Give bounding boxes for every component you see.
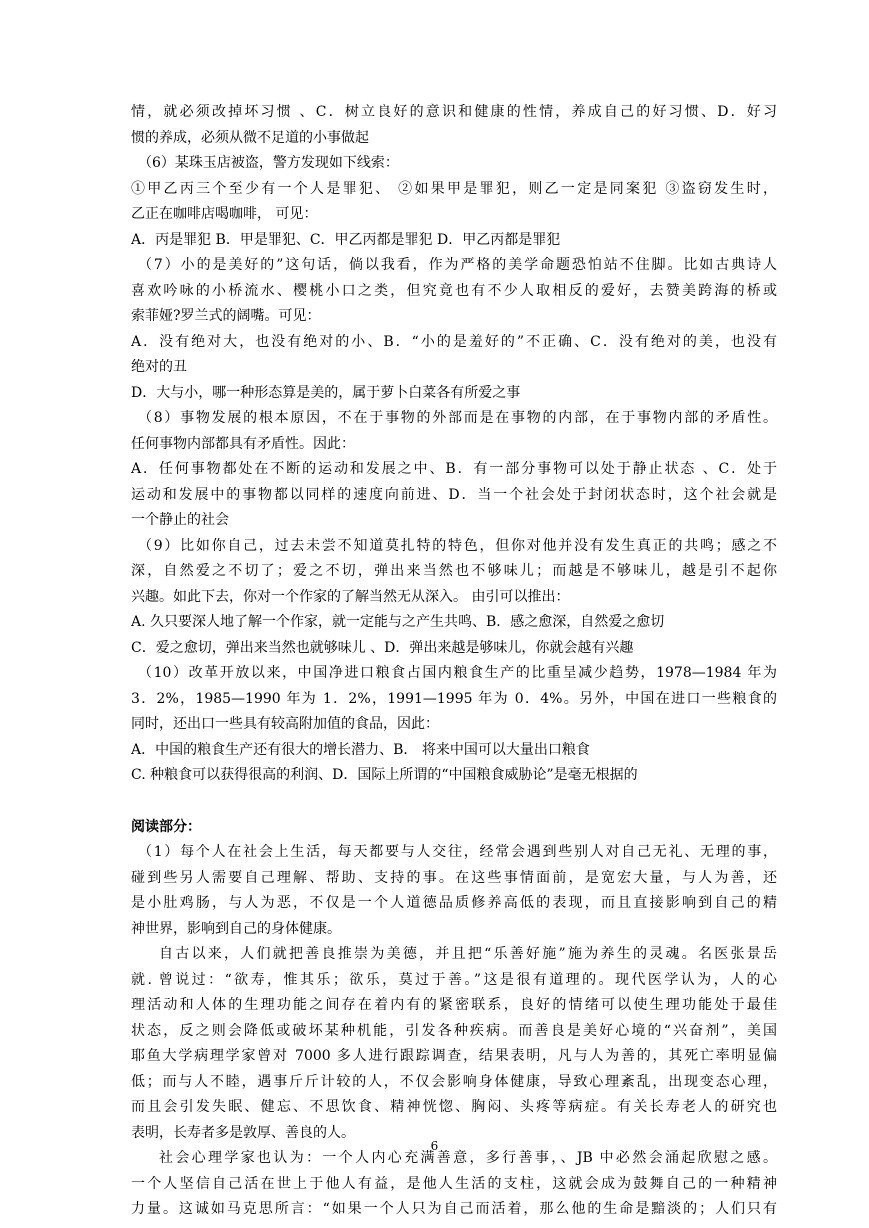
- text-line: C．爱之愈切，弹出来当然也就够味儿 、D．弹出来越是够味儿，你就会越有兴趣: [131, 639, 634, 656]
- text-line: D．大与小，哪一种形态算是美的，属于萝卜白菜各有所爱之事: [131, 384, 521, 401]
- page-body: [131, 100, 777, 1223]
- text-line: 碰到些另人需要自己理解、帮助、支持的事。在这些事情面前，是宽宏大量，与人为善，还: [131, 869, 777, 886]
- question-block: [131, 100, 777, 789]
- text-line: （7）小的是美好的”这句话，倘以我看，作为严格的美学命题恐怕站不住脚。比如古典诗人: [138, 257, 777, 273]
- text-line: 耶鱼大学病理学家曾对 7000 多人进行跟踪调查，结果表明，凡与人为善的，其死亡率明显偏: [131, 1048, 777, 1064]
- text-line: （9）比如你自己，过去未尝不知道莫扎特的特色，但你对他并没有发生真正的共鸣；感之不: [138, 537, 777, 554]
- text-line: （8）事物发展的根本原因，不在于事物的外部而是在事物的内部，在于事物内部的矛盾性。: [138, 410, 777, 426]
- text-line: 自古以来，人们就把善良推崇为美德，并且把“乐善好施”施为养生的灵魂。名医张景岳: [159, 946, 777, 962]
- text-line: 喜欢吟咏的小桥流水、樱桃小口之类，但究竟也有不少人取相反的爱好，去赞美跨海的桥或: [131, 282, 777, 299]
- text-line: A．任何事物都处在不断的运动和发展之中、B．有一部分事物可以处于静止状态 、C．处于: [131, 461, 777, 477]
- text-line: （10）改革开放以来，中国净进口粮食占国内粮食生产的比重呈减少趋势，1978—1984 年为: [138, 665, 777, 681]
- text-line: 惯的养成，必须从微不足道的小事做起: [131, 129, 369, 146]
- text-line: 运动和发展中的事物都以同样的速度向前进、D．当一个社会处于封闭状态时，这个社会就是: [131, 486, 777, 503]
- page-number: 6: [430, 1139, 439, 1153]
- text-line: 任何事物内部都具有矛盾性。因此：: [131, 435, 355, 452]
- text-line: 低；而与人不睦，遇事斤斤计较的人，不仅会影响身体健康，导致心理紊乱，出现变态心理，: [131, 1073, 777, 1090]
- text-line: 同时，还出口一些具有较高附加值的食品，因此：: [131, 716, 439, 732]
- text-line: （6）某珠玉店被盗，警方发现如下线索：: [138, 155, 399, 171]
- text-line: ①甲乙丙三个至少有一个人是罪犯、 ②如果甲是罪犯，则乙一定是同案犯 ③盗窃发生时，: [131, 180, 777, 197]
- reading-passage: [131, 840, 777, 1223]
- section-heading: 阅读部分：: [131, 818, 201, 835]
- text-line: C. 种粮食可以获得很高的利润、D．国际上所谓的“中国粮食威胁论”是毫无根据的: [131, 767, 638, 783]
- text-line: 社会心理学家也认为：一个人内心充满善意，多行善事，、JB 中必然会涌起欣慰之感。: [159, 1150, 777, 1166]
- text-line: 神世界，影响到自己的身体健康。: [131, 920, 341, 937]
- text-line: 兴趣。如此下去，你对一个作家的了解当然无从深入。 由引可以推出：: [131, 588, 570, 605]
- text-line: 力量。这诚如马克思所言：“如果一个人只为自己而活着，那么他的生命是黯淡的；人们只有: [131, 1201, 777, 1217]
- text-line: A. 久只要深人地了解一个作家，就一定能与之产生共鸣、B．感之愈深，自然爱之愈切: [131, 614, 665, 630]
- text-line: 状态，反之则会降低或破坏某种机能，引发各种疾病。而善良是美好心境的“兴奋剂”，美国: [131, 1022, 777, 1039]
- text-line: 绝对的丑: [131, 359, 187, 375]
- text-line: 理活动和人体的生理功能之间存在着内有的紧密联系，良好的情绪可以使生理功能处于最佳: [131, 997, 777, 1013]
- text-line: 3．2%，1985—1990 年为 1．2%，1991—1995 年为 0．4%。另外，中国在进口一些粮食的: [131, 690, 777, 707]
- text-line: 就. 曾说过：“欲寿，惟其乐；欲乐，莫过于善。”这是很有道理的。现代医学认为，人的心: [131, 971, 777, 988]
- text-line: 索菲娅?罗兰式的阔嘴。可见：: [131, 308, 321, 324]
- text-line: 情，就必须改掉坏习惯 、C．树立良好的意识和健康的性情，养成自己的好习惯、D．好习: [131, 104, 777, 120]
- text-line: 表明，长寿者多是敦厚、善良的人。: [131, 1124, 355, 1141]
- text-line: 一个人坚信自己活在世上于他人有益，是他人生活的支柱，这就会成为鼓舞自己的一种精神: [131, 1175, 777, 1192]
- section-gap: [131, 789, 777, 815]
- text-line: 一个静止的社会: [131, 512, 229, 528]
- text-line: 乙正在咖啡店喝咖啡， 可见：: [131, 206, 318, 222]
- text-line: 深，自然爱之不切了；爱之不切，弹出来当然也不够味儿；而越是不够味儿，越是引不起你: [131, 563, 777, 579]
- text-line: 而且会引发失眠、健忘、不思饮食、精神恍惚、胸闷、头疼等病症。有关长寿老人的研究也: [131, 1099, 777, 1115]
- text-line: 是小肚鸡肠，与人为恶，不仅是一个人道德品质修养高低的表现，而且直接影响到自己的精: [131, 895, 777, 911]
- text-line: A．没有绝对大，也没有绝对的小、B．“小的是羞好的”不正确、C．没有绝对的美，也没有: [131, 333, 777, 350]
- text-line: （1）每个人在社会上生活，每天都要与人交往，经常会遇到些别人对自己无礼、无理的事，: [138, 844, 777, 860]
- text-line: A．中国的粮食生产还有很大的增长潜力、B． 将来中国可以大量出口粮食: [131, 741, 590, 758]
- text-line: A．丙是罪犯 B．甲是罪犯、C．甲乙丙都是罪犯 D．甲乙丙都是罪犯: [131, 231, 561, 248]
